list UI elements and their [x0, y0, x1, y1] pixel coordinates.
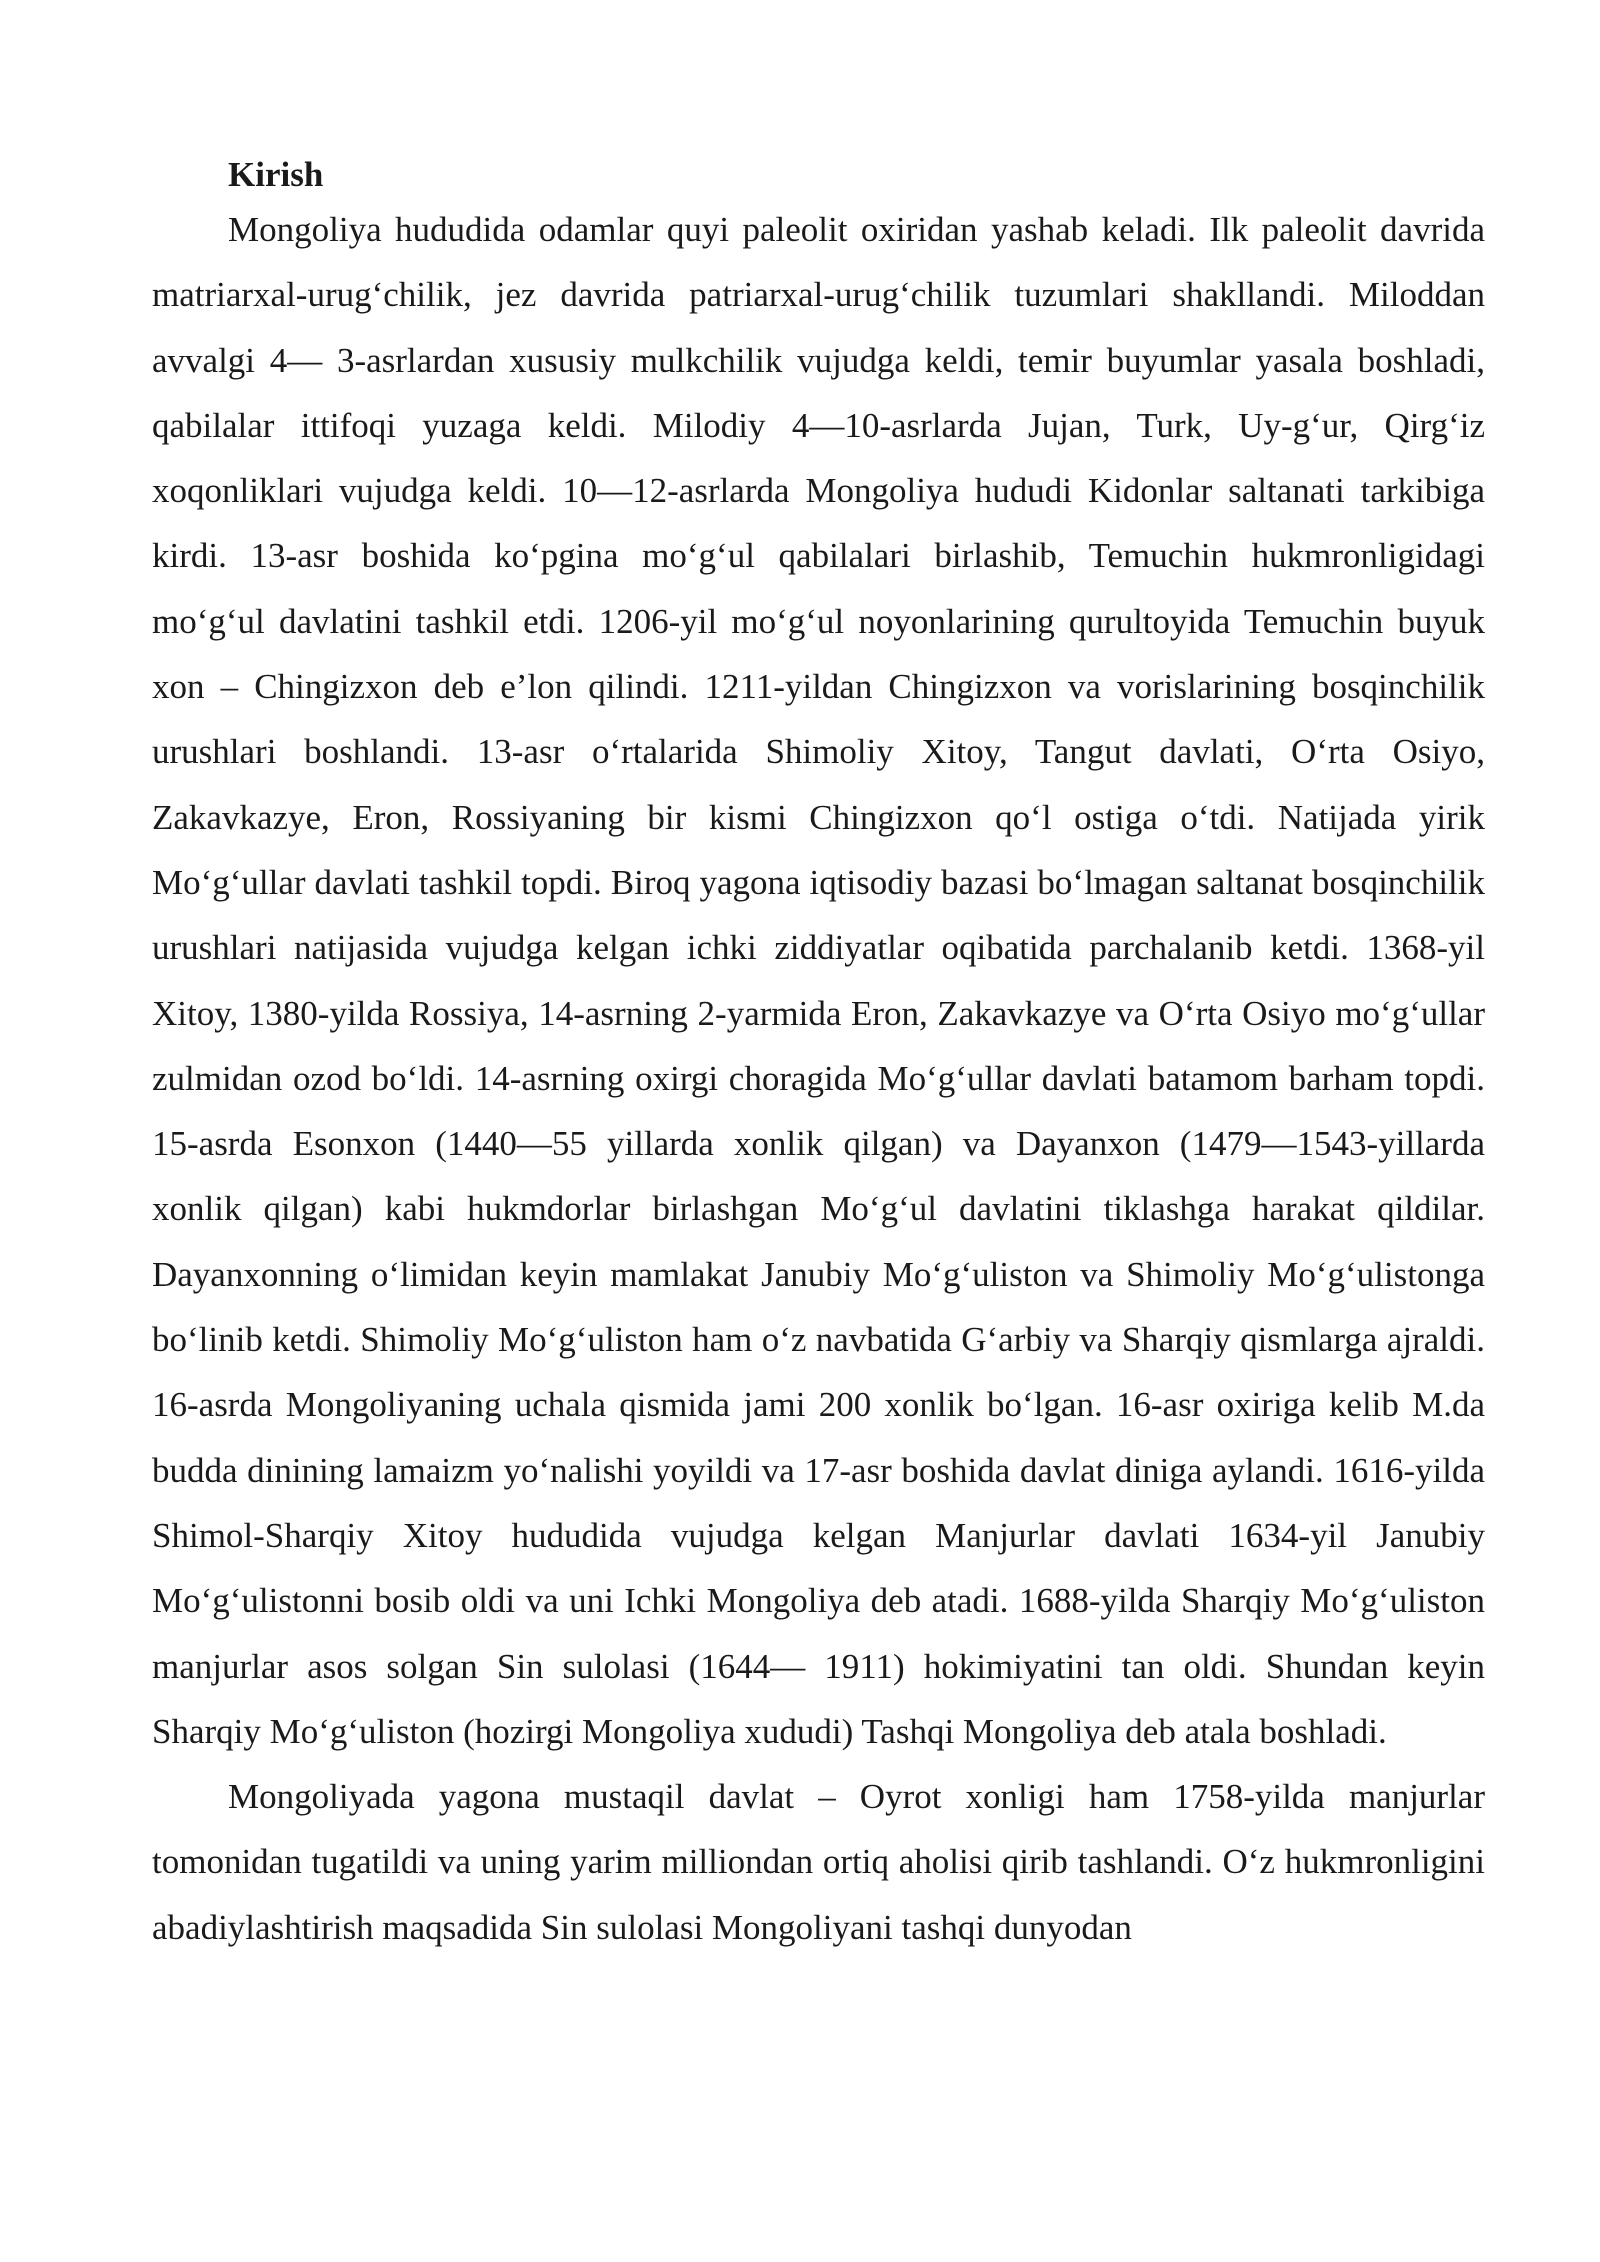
- section-heading: Kirish: [228, 155, 324, 194]
- document-page: [152, 150, 1485, 1960]
- body-paragraph-1: Mongoliya hududida odamlar quyi paleolit oxiridan yashab keladi. Ilk paleolit davrida matriarxal-urug‘chilik, jez davrida patriarxal-urug‘chilik tuzumlari shakllandi. Miloddan avvalgi 4— 3-asrlardan xususiy mulkchilik vujudga keldi, temir buyumlar yasala boshladi, qabilalar ittifoqi yuzaga keldi. Milodiy 4—10-asrlarda Jujan, Turk, Uy-g‘ur, Qirg‘iz xoqonliklari vujudga keldi. 10—12-asrlarda Mongoliya hududi Kidonlar saltanati tarkibiga kirdi. 13-asr boshida ko‘pgina mo‘g‘ul qabilalari birlashib, Temuchin hukmronligidagi mo‘g‘ul davlatini tashkil etdi. 1206-yil mo‘g‘ul noyonlarining qurultoyida Temuchin buyuk xon – Chingizxon deb e’lon qilindi. 1211-yildan Chingizxon va vorislarining bosqinchilik urushlari boshlandi. 13-asr o‘rtalarida Shimoliy Xitoy, Tangut davlati, O‘rta Osiyo, Zakavkazye, Eron, Rossiyaning bir kismi Chingizxon qo‘l ostiga o‘tdi. Natijada yirik Mo‘g‘ullar davlati tashkil topdi. Biroq yagona iqtisodiy bazasi bo‘lmagan saltanat bosqinchilik urushlari natijasida vujudga kelgan ichki ziddiyatlar oqibatida parchalanib ketdi. 1368-yil Xitoy, 1380-yilda Rossiya, 14-asrning 2-yarmida Eron, Zakavkazye va O‘rta Osiyo mo‘g‘ullar zulmidan ozod bo‘ldi. 14-asrning oxirgi choragida Mo‘g‘ullar davlati batamom barham topdi. 15-asrda Esonxon (1440—55 yillarda xonlik qilgan) va Dayanxon (1479—1543-yillarda xonlik qilgan) kabi hukmdorlar birlashgan Mo‘g‘ul davlatini tiklashga harakat qildilar. Dayanxonning o‘limidan keyin mamlakat Janubiy Mo‘g‘uliston va Shimoliy Mo‘g‘ulistonga bo‘linib ketdi. Shimoliy Mo‘g‘uliston ham o‘z navbatida G‘arbiy va Sharqiy qismlarga ajraldi. 16-asrda Mongoliyaning uchala qismida jami 200 xonlik bo‘lgan. 16-asr oxiriga kelib M.da budda dinining lamaizm yo‘nalishi yoyildi va 17-asr boshida davlat diniga aylandi. 1616-yilda Shimol-Sharqiy Xitoy hududida vujudga kelgan Manjurlar davlati 1634-yil Janubiy Mo‘g‘ulistonni bosib oldi va uni Ichki Mongoliya deb atadi. 1688-yilda Sharqiy Mo‘g‘uliston manjurlar asos solgan Sin sulolasi (1644— 1911) hokimiyatini tan oldi. Shundan keyin Sharqiy Mo‘g‘uliston (hozirgi Mongoliya xududi) Tashqi Mongoliya deb atala boshladi.: [152, 210, 1485, 1751]
- body-paragraph-2: Mongoliyada yagona mustaqil davlat – Oyrot xonligi ham 1758-yilda manjurlar tomonidan tugatildi va uning yarim milliondan ortiq aholisi qirib tashlandi. O‘z hukmronligini abadiylashtirish maqsadida Sin sulolasi Mongoliyani tashqi dunyodan: [152, 1777, 1485, 1947]
